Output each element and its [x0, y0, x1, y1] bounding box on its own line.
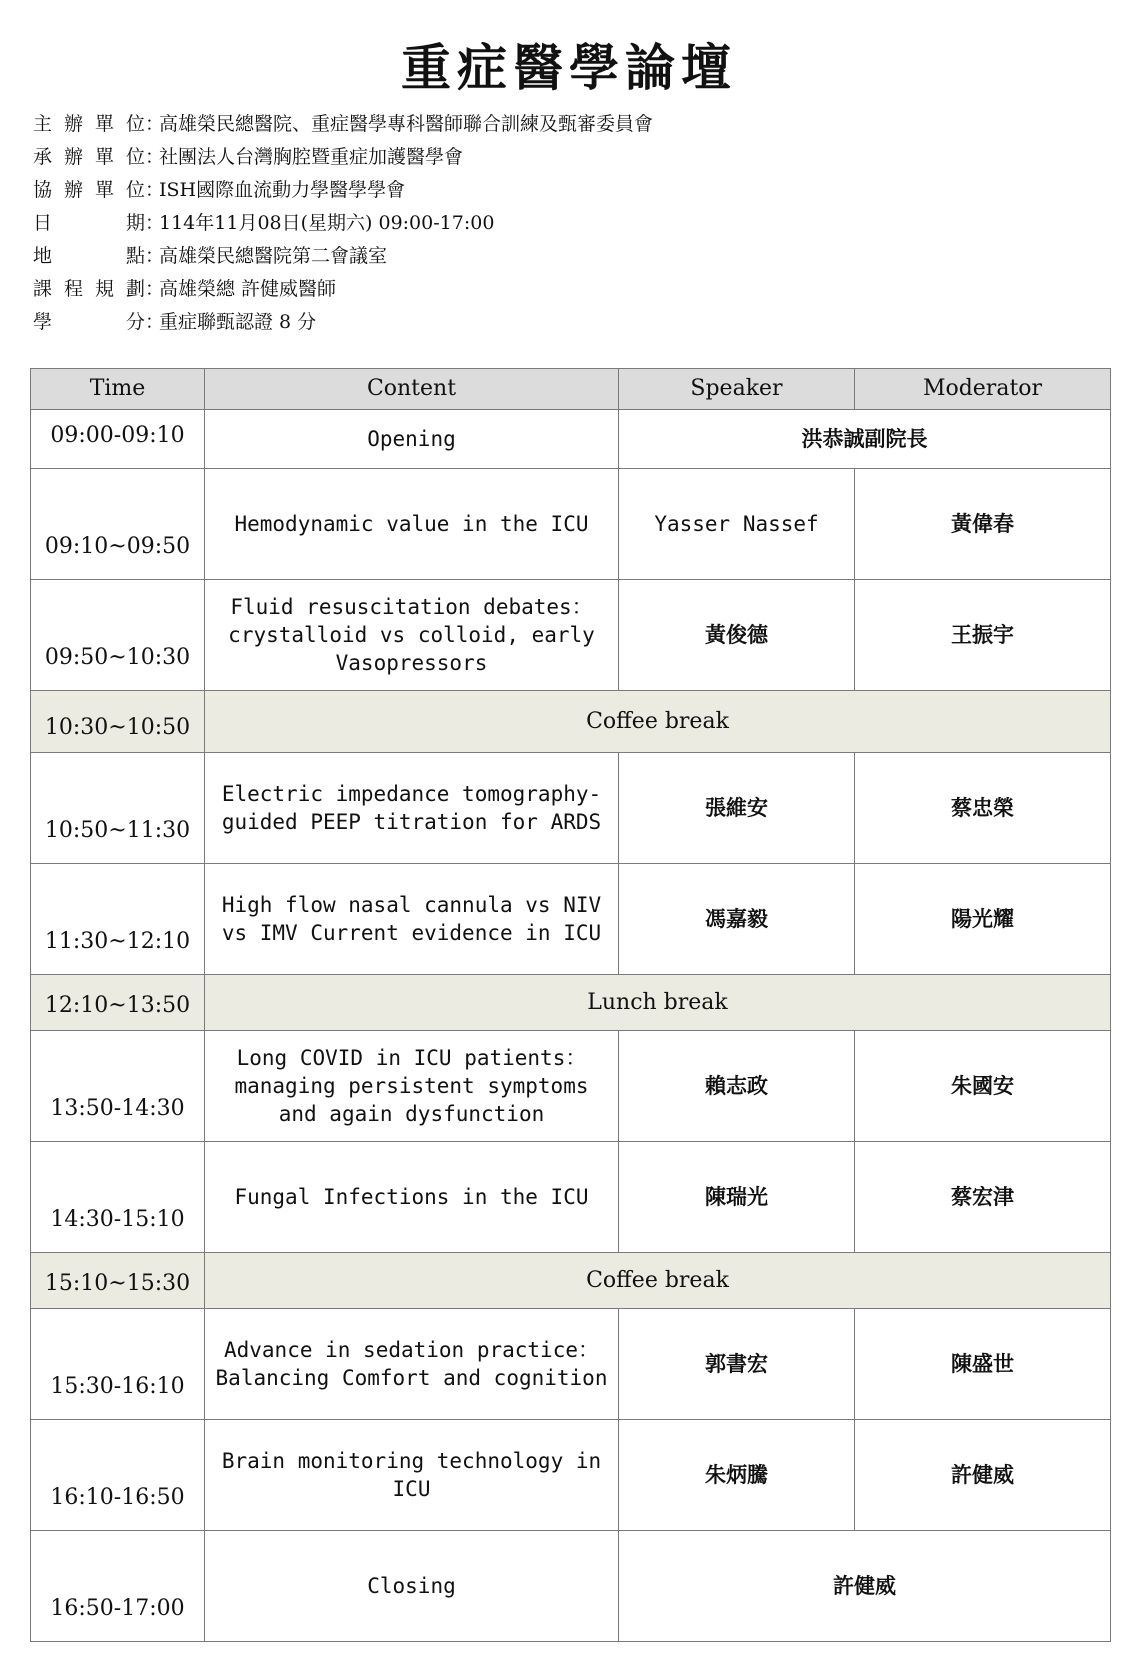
info-value: 114年11月08日(星期六) 09:00-17:00 [159, 212, 495, 234]
info-label: 課程規劃 [33, 278, 145, 300]
time-cell: 14:30-15:10 [31, 1142, 205, 1253]
moderator-cell: 陳盛世 [855, 1309, 1111, 1420]
content-cell: High flow nasal cannula vs NIV vs IMV Current evidence in ICU [205, 864, 619, 975]
speaker-cell: 陳瑞光 [619, 1142, 855, 1253]
table-row [31, 1031, 1111, 1142]
info-colon: ： [145, 179, 165, 201]
event-info [33, 108, 653, 339]
table-header-row [31, 369, 1111, 410]
table-row [31, 580, 1111, 691]
speaker-cell: 郭書宏 [619, 1309, 855, 1420]
content-cell: Opening [205, 410, 619, 469]
break-cell: Coffee break [205, 1253, 1111, 1309]
speaker-cell: Yasser Nassef [619, 469, 855, 580]
speaker-cell: 馮嘉毅 [619, 864, 855, 975]
info-value: ISH國際血流動力學醫學學會 [159, 179, 406, 201]
info-value: 重症聯甄認證 8 分 [159, 311, 317, 333]
break-row [31, 691, 1111, 753]
time-cell: 09:10~09:50 [31, 469, 205, 580]
info-colon: ： [145, 113, 165, 135]
info-value: 社團法人台灣胸腔暨重症加護醫學會 [159, 146, 464, 168]
host-cell: 洪恭誠副院長 [619, 410, 1111, 469]
time-cell: 12:10~13:50 [31, 975, 205, 1031]
header-moderator: Moderator [855, 369, 1111, 410]
speaker-cell: 賴志政 [619, 1031, 855, 1142]
break-row [31, 975, 1111, 1031]
moderator-cell: 王振宇 [855, 580, 1111, 691]
moderator-cell: 蔡忠榮 [855, 753, 1111, 864]
info-value: 高雄榮總 許健威醫師 [159, 278, 337, 300]
info-row-credits [33, 306, 653, 339]
moderator-cell: 蔡宏津 [855, 1142, 1111, 1253]
content-cell: Closing [205, 1531, 619, 1642]
break-cell: Coffee break [205, 691, 1111, 753]
info-row-location [33, 240, 653, 273]
time-cell: 11:30~12:10 [31, 864, 205, 975]
info-row-planner [33, 273, 653, 306]
table-row [31, 469, 1111, 580]
info-label: 主辦單位 [33, 113, 145, 135]
info-colon: ： [145, 212, 165, 234]
schedule-table [30, 368, 1111, 1642]
moderator-cell: 黃偉春 [855, 469, 1111, 580]
moderator-cell: 許健威 [855, 1420, 1111, 1531]
content-cell: Advance in sedation practice：Balancing Comfort and cognition [205, 1309, 619, 1420]
content-cell: Long COVID in ICU patients：managing persistent symptoms and again dysfunction [205, 1031, 619, 1142]
info-value: 高雄榮民總醫院、重症醫學專科醫師聯合訓練及甄審委員會 [159, 113, 654, 135]
moderator-cell: 陽光耀 [855, 864, 1111, 975]
time-cell: 15:10~15:30 [31, 1253, 205, 1309]
speaker-cell: 朱炳騰 [619, 1420, 855, 1531]
content-cell: Hemodynamic value in the ICU [205, 469, 619, 580]
info-label: 學分 [33, 311, 145, 333]
info-label: 地點 [33, 245, 145, 267]
time-cell: 09:00-09:10 [31, 410, 205, 469]
table-row [31, 1420, 1111, 1531]
header-content: Content [205, 369, 619, 410]
speaker-cell: 張維安 [619, 753, 855, 864]
info-row-date [33, 207, 653, 240]
info-colon: ： [145, 245, 165, 267]
info-label: 協辦單位 [33, 179, 145, 201]
info-row-coorganizer [33, 174, 653, 207]
info-label: 承辦單位 [33, 146, 145, 168]
time-cell: 16:50-17:00 [31, 1531, 205, 1642]
header-speaker: Speaker [619, 369, 855, 410]
content-cell: Fungal Infections in the ICU [205, 1142, 619, 1253]
content-cell: Brain monitoring technology in ICU [205, 1420, 619, 1531]
table-row [31, 1531, 1111, 1642]
header-time: Time [31, 369, 205, 410]
break-row [31, 1253, 1111, 1309]
content-cell: Fluid resuscitation debates：crystalloid vs colloid, early Vasopressors [205, 580, 619, 691]
table-row [31, 753, 1111, 864]
info-row-organizer [33, 108, 653, 141]
table-row [31, 410, 1111, 469]
time-cell: 10:50~11:30 [31, 753, 205, 864]
info-colon: ： [145, 278, 165, 300]
speaker-cell: 黃俊德 [619, 580, 855, 691]
time-cell: 13:50-14:30 [31, 1031, 205, 1142]
time-cell: 09:50~10:30 [31, 580, 205, 691]
info-colon: ： [145, 146, 165, 168]
info-label: 日期 [33, 212, 145, 234]
page-title: 重症醫學論壇 [401, 38, 737, 97]
info-value: 高雄榮民總醫院第二會議室 [159, 245, 388, 267]
table-row [31, 864, 1111, 975]
table-row [31, 1309, 1111, 1420]
content-cell: Electric impedance tomography-guided PEEP titration for ARDS [205, 753, 619, 864]
time-cell: 16:10-16:50 [31, 1420, 205, 1531]
moderator-cell: 朱國安 [855, 1031, 1111, 1142]
time-cell: 15:30-16:10 [31, 1309, 205, 1420]
time-cell: 10:30~10:50 [31, 691, 205, 753]
table-row [31, 1142, 1111, 1253]
break-cell: Lunch break [205, 975, 1111, 1031]
info-colon: ： [145, 311, 165, 333]
info-row-host [33, 141, 653, 174]
closing-host-cell: 許健威 [619, 1531, 1111, 1642]
